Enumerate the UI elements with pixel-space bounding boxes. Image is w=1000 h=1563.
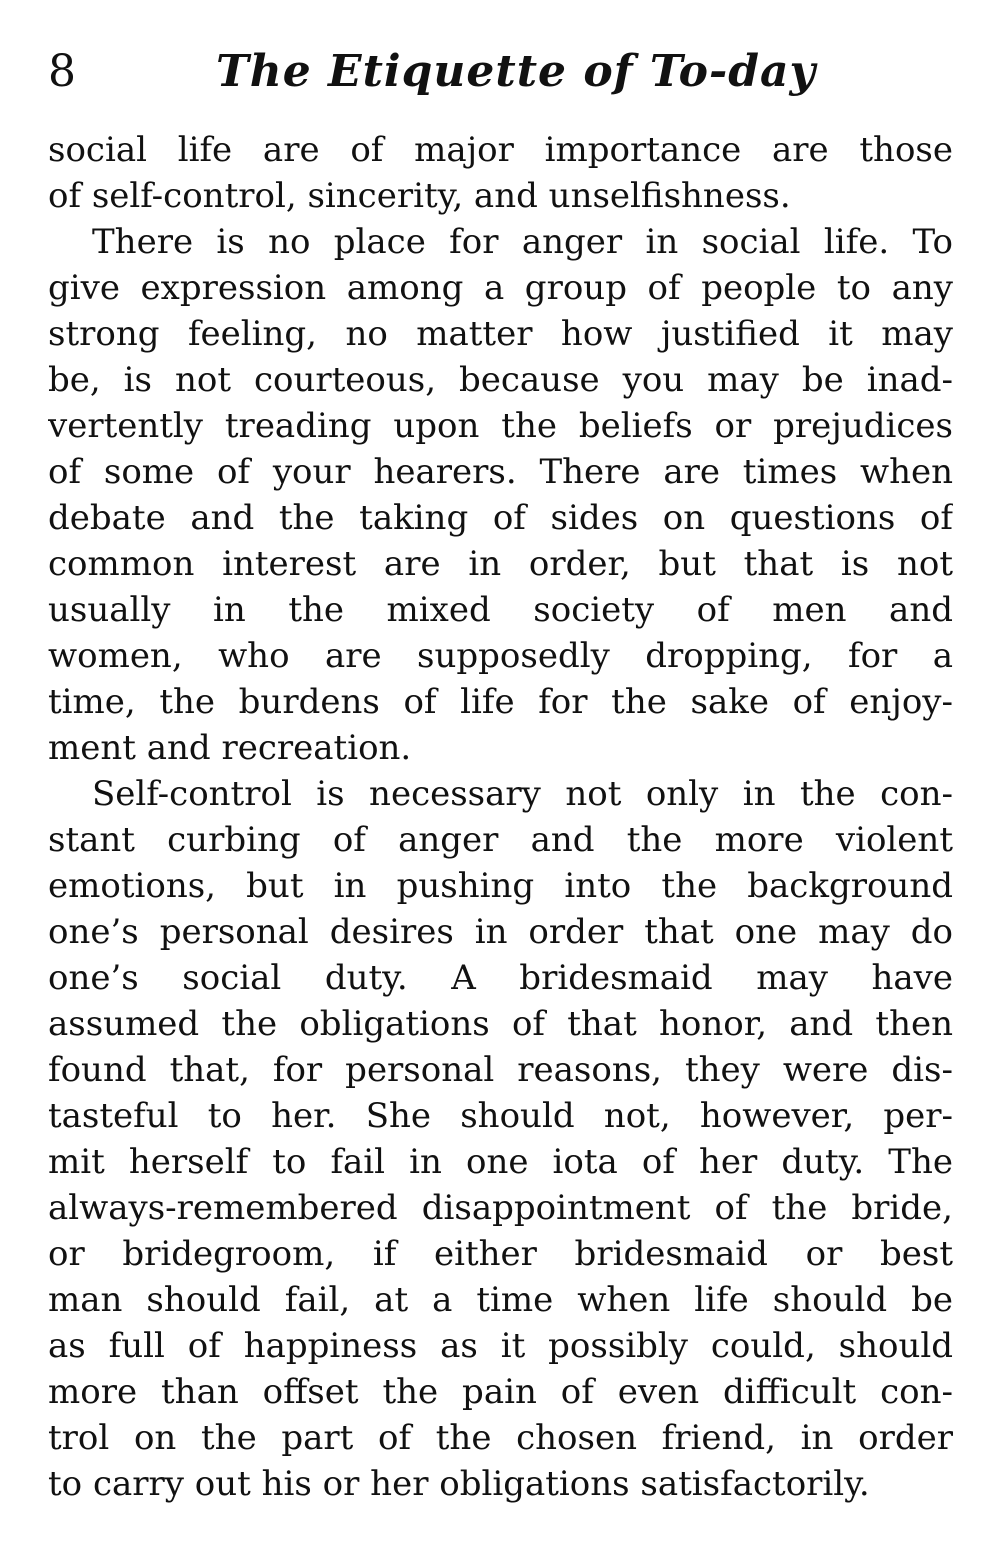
text-line: always-remembered disappointment of the bride, [48, 1188, 953, 1228]
text-line: trol on the part of the chosen friend, in order [48, 1418, 953, 1458]
text-line: be, is not courteous, because you may be inad- [48, 360, 953, 400]
text-line: or bridegroom, if either bridesmaid or best [48, 1234, 953, 1274]
text-line: emotions, but in pushing into the background [48, 866, 953, 906]
text-line: time, the burdens of life for the sake of enjoy- [48, 682, 953, 722]
text-line: women, who are supposedly dropping, for a [48, 636, 953, 676]
text-line: usually in the mixed society of men and [48, 590, 953, 630]
text-line: ment and recreation. [48, 728, 412, 768]
text-line: debate and the taking of sides on questions of [48, 498, 953, 538]
text-line: strong feeling, no matter how justified it may [48, 314, 953, 354]
text-line: as full of happiness as it possibly could, should [48, 1326, 953, 1366]
text-line: man should fail, at a time when life should be [48, 1280, 953, 1320]
text-line: stant curbing of anger and the more violent [48, 820, 953, 860]
text-line: found that, for personal reasons, they were dis- [48, 1050, 953, 1090]
text-line: one’s personal desires in order that one may do [48, 912, 953, 952]
text-line: vertently treading upon the beliefs or prejudices [48, 406, 953, 446]
text-line: give expression among a group of people to any [48, 268, 953, 308]
text-line: Self-control is necessary not only in the con- [92, 774, 953, 814]
text-line: social life are of major importance are those [48, 130, 953, 170]
text-line: There is no place for anger in social life. To [92, 222, 953, 262]
text-line: common interest are in order, but that is not [48, 544, 953, 584]
page-header [48, 40, 953, 110]
page-number: 8 [48, 46, 76, 97]
text-line: one’s social duty. A bridesmaid may have [48, 958, 953, 998]
text-line: mit herself to fail in one iota of her duty. The [48, 1142, 953, 1182]
text-line: of some of your hearers. There are times when [48, 452, 953, 492]
body-text [48, 127, 953, 1507]
running-title: The Etiquette of To-day [216, 46, 817, 97]
text-line: more than offset the pain of even difficult con- [48, 1372, 953, 1412]
text-line: to carry out his or her obligations satisfactorily. [48, 1464, 870, 1504]
text-line: assumed the obligations of that honor, and then [48, 1004, 953, 1044]
text-line: of self-control, sincerity, and unselfishness. [48, 176, 791, 216]
text-line: tasteful to her. She should not, however, per- [48, 1096, 953, 1136]
